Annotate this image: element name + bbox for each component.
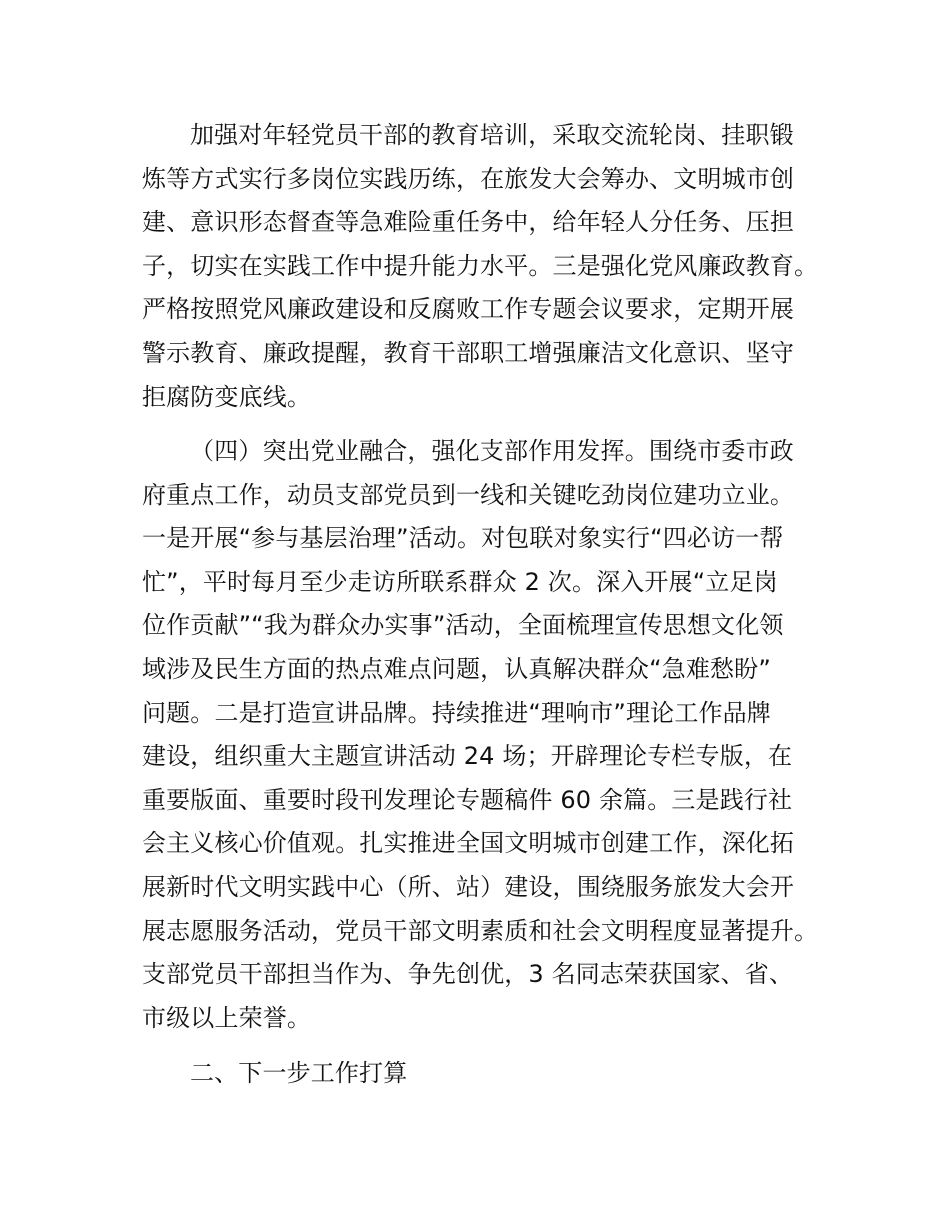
section-heading-next-steps <box>142 1052 822 1096</box>
paragraph-line: 建设，组织重大主题宣讲活动 24 场；开辟理论专栏专版，在 <box>142 742 793 771</box>
paragraph-line: 建、意识形态督查等急难险重任务中，给年轻人分任务、压担 <box>142 208 795 237</box>
paragraph-line: 支部党员干部担当作为、争先创优，3 名同志荣获国家、省、 <box>142 960 794 989</box>
paragraph-line: 府重点工作，动员支部党员到一线和关键吃劲岗位建功立业。 <box>142 480 795 509</box>
paragraph-line: 位作贡献”“我为群众办实事”活动，全面梳理宣传思想文化领 <box>142 611 784 640</box>
paragraph-youth-training <box>142 114 822 419</box>
paragraph-line: 问题。二是打造宣讲品牌。持续推进“理响市”理论工作品牌 <box>142 698 771 727</box>
paragraph-line: 域涉及民生方面的热点难点问题，认真解决群众“急难愁盼” <box>142 654 771 683</box>
paragraph-line: 拒腐防变底线。 <box>142 382 312 411</box>
paragraph-line: 严格按照党风廉政建设和反腐败工作专题会议要求，定期开展 <box>142 295 795 324</box>
paragraph-line: 警示教育、廉政提醒，教育干部职工增强廉洁文化意识、坚守 <box>142 338 795 367</box>
paragraph-line: 重要版面、重要时段刊发理论专题稿件 60 余篇。三是践行社 <box>142 785 793 814</box>
paragraph-line: 展新时代文明实践中心（所、站）建设，围绕服务旅发大会开 <box>142 872 795 901</box>
paragraph-line: 会主义核心价值观。扎实推进全国文明城市创建工作，深化拓 <box>142 829 795 858</box>
paragraph-line: 炼等方式实行多岗位实践历练，在旅发大会筹办、文明城市创 <box>142 164 795 193</box>
paragraph-line: 展志愿服务活动，党员干部文明素质和社会文明程度显著提升。 <box>142 916 819 945</box>
paragraph-line: 忙”，平时每月至少走访所联系群众 2 次。深入开展“立足岗 <box>142 567 778 596</box>
paragraph-line: 加强对年轻党员干部的教育培训，采取交流轮岗、挂职锻 <box>190 121 794 149</box>
paragraph-line: 市级以上荣誉。 <box>142 1003 312 1032</box>
section-heading: 二、下一步工作打算 <box>190 1059 408 1087</box>
paragraph-line: 一是开展“参与基层治理”活动。对包联对象实行“四必访一帮 <box>142 524 784 553</box>
paragraph-party-business-integration <box>142 430 822 1040</box>
paragraph-line: （四）突出党业融合，强化支部作用发挥。围绕市委市政 <box>190 437 794 465</box>
paragraph-line: 子，切实在实践工作中提升能力水平。三是强化党风廉政教育。 <box>142 251 819 280</box>
